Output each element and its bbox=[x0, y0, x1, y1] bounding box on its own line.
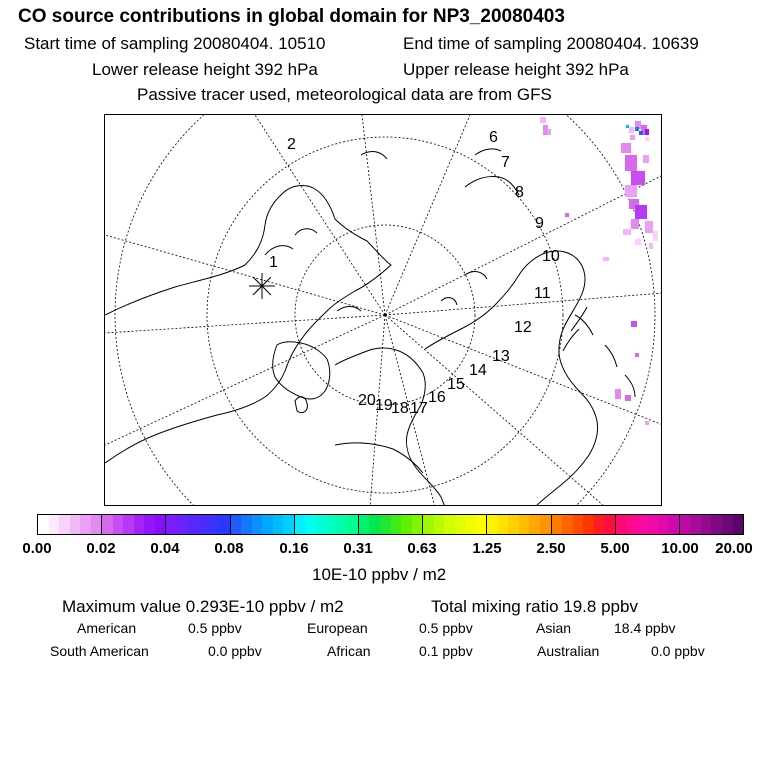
colorbar-swatch bbox=[701, 515, 712, 534]
colorbar-swatch bbox=[401, 515, 412, 534]
map-title: CO source contributions in global domain for NP3_20080403 bbox=[18, 6, 565, 27]
coastlines bbox=[105, 149, 635, 506]
colorbar-swatch bbox=[102, 515, 113, 534]
polar-map bbox=[104, 114, 662, 506]
colorbar-swatch bbox=[134, 515, 145, 534]
track-label: 15 bbox=[447, 376, 465, 393]
african-label: African bbox=[327, 643, 371, 659]
colorbar-swatch bbox=[552, 515, 563, 534]
colorbar-tick-label: 0.04 bbox=[150, 540, 180, 557]
colorbar-swatch bbox=[198, 515, 209, 534]
colorbar-swatch bbox=[326, 515, 337, 534]
colorbar bbox=[37, 514, 744, 535]
south-american-value: 0.0 ppbv bbox=[208, 643, 262, 659]
max-value-label: Maximum value 0.293E-10 ppbv / m2 bbox=[62, 597, 344, 616]
american-value: 0.5 ppbv bbox=[188, 620, 242, 636]
colorbar-swatch bbox=[337, 515, 348, 534]
colorbar-tick-label: 20.00 bbox=[715, 540, 753, 557]
colorbar-tick-label: 10.00 bbox=[661, 540, 699, 557]
south-american-label: South American bbox=[50, 643, 149, 659]
australian-value: 0.0 ppbv bbox=[651, 643, 705, 659]
upper-release-label: Upper release height 392 hPa bbox=[403, 60, 629, 79]
colorbar-swatch bbox=[59, 515, 70, 534]
tracer-note: Passive tracer used, meteorological data are from GFS bbox=[137, 85, 552, 104]
colorbar-swatch bbox=[604, 515, 616, 534]
colorbar-swatch bbox=[562, 515, 573, 534]
colorbar-swatch bbox=[273, 515, 284, 534]
colorbar-swatch bbox=[252, 515, 263, 534]
colorbar-swatch bbox=[733, 515, 744, 534]
colorbar-swatch bbox=[347, 515, 359, 534]
coastline-arctic-islands bbox=[265, 229, 487, 311]
colorbar-swatch bbox=[434, 515, 445, 534]
latitude-circle bbox=[115, 115, 655, 506]
colorbar-swatch bbox=[668, 515, 680, 534]
track-label: 6 bbox=[489, 129, 498, 146]
colorbar-swatch bbox=[540, 515, 552, 534]
european-value: 0.5 ppbv bbox=[419, 620, 473, 636]
african-value: 0.1 ppbv bbox=[419, 643, 473, 659]
colorbar-tick-label: 1.25 bbox=[472, 540, 502, 557]
latitude-circles bbox=[105, 115, 662, 506]
track-label: 14 bbox=[469, 362, 487, 379]
coastline-alaska bbox=[361, 149, 519, 195]
colorbar-swatch bbox=[594, 515, 605, 534]
colorbar-swatch bbox=[283, 515, 295, 534]
colorbar-swatch bbox=[391, 515, 402, 534]
track-label: 13 bbox=[492, 348, 510, 365]
colorbar-swatch bbox=[722, 515, 733, 534]
end-time-label: End time of sampling 20080404. 10639 bbox=[403, 34, 699, 53]
coastline-europe bbox=[335, 348, 445, 506]
track-label: 12 bbox=[514, 319, 532, 336]
colorbar-swatch bbox=[305, 515, 316, 534]
colorbar-tick-label: 5.00 bbox=[600, 540, 630, 557]
asian-label: Asian bbox=[536, 620, 572, 636]
track-label: 18 bbox=[391, 400, 409, 417]
colorbar-swatch bbox=[529, 515, 540, 534]
colorbar-swatch bbox=[38, 515, 49, 534]
colorbar-tick-label: 0.63 bbox=[407, 540, 437, 557]
colorbar-swatch bbox=[711, 515, 722, 534]
track-label: 7 bbox=[501, 154, 510, 171]
colorbar-swatch bbox=[680, 515, 691, 534]
colorbar-swatch bbox=[412, 515, 424, 534]
coastline-north-america bbox=[105, 186, 391, 463]
colorbar-swatch bbox=[498, 515, 509, 534]
colorbar-swatch bbox=[369, 515, 380, 534]
colorbar-swatch bbox=[49, 515, 60, 534]
colorbar-swatch bbox=[487, 515, 498, 534]
coastline-greenland bbox=[273, 342, 330, 399]
track-label: 17 bbox=[410, 400, 428, 417]
american-label: American bbox=[77, 620, 137, 636]
colorbar-swatch bbox=[80, 515, 91, 534]
colorbar-swatch bbox=[316, 515, 327, 534]
colorbar-swatch bbox=[573, 515, 584, 534]
colorbar-swatch bbox=[519, 515, 530, 534]
meridians bbox=[105, 115, 662, 506]
meridian-line bbox=[385, 115, 470, 315]
colorbar-swatch bbox=[241, 515, 252, 534]
colorbar-swatch bbox=[144, 515, 155, 534]
colorbar-swatch bbox=[262, 515, 273, 534]
colorbar-swatch bbox=[637, 515, 648, 534]
asian-value: 18.4 ppbv bbox=[614, 620, 676, 636]
colorbar-swatch bbox=[626, 515, 637, 534]
australian-label: Australian bbox=[537, 643, 600, 659]
track-label: 16 bbox=[428, 389, 446, 406]
colorbar-swatch bbox=[359, 515, 370, 534]
start-time-label: Start time of sampling 20080404. 10510 bbox=[24, 34, 326, 53]
coastline-japan bbox=[563, 307, 587, 351]
colorbar-swatch bbox=[423, 515, 434, 534]
european-label: European bbox=[307, 620, 368, 636]
colorbar-swatch bbox=[177, 515, 188, 534]
meridian-line bbox=[385, 293, 662, 315]
colorbar-swatch bbox=[444, 515, 455, 534]
colorbar-swatch bbox=[231, 515, 242, 534]
colorbar-swatch bbox=[455, 515, 466, 534]
total-mixing-label: Total mixing ratio 19.8 ppbv bbox=[431, 597, 638, 616]
colorbar-unit-label: 10E-10 ppbv / m2 bbox=[312, 565, 447, 584]
track-label: 9 bbox=[535, 215, 544, 232]
track-label: 20 bbox=[358, 392, 376, 409]
colorbar-swatch bbox=[91, 515, 103, 534]
colorbar-swatch bbox=[70, 515, 81, 534]
colorbar-swatch bbox=[113, 515, 124, 534]
colorbar-swatch bbox=[476, 515, 488, 534]
meridian-line bbox=[105, 235, 385, 315]
track-label: 11 bbox=[534, 285, 551, 302]
meridian-line bbox=[105, 315, 385, 333]
colorbar-swatch bbox=[166, 515, 177, 534]
track-label: 10 bbox=[542, 248, 560, 265]
colorbar-tick-label: 0.16 bbox=[279, 540, 309, 557]
colorbar-swatch bbox=[616, 515, 627, 534]
colorbar-tick-label: 0.08 bbox=[214, 540, 244, 557]
track-label: 1 bbox=[269, 254, 278, 271]
latitude-circle bbox=[105, 115, 662, 506]
coastline-british-isles bbox=[295, 397, 307, 413]
track-label: 8 bbox=[515, 184, 524, 201]
map-canvas bbox=[105, 115, 662, 506]
colorbar-tick-label: 2.50 bbox=[536, 540, 566, 557]
colorbar-swatch bbox=[690, 515, 701, 534]
colorbar-tick-label: 0.00 bbox=[22, 540, 52, 557]
colorbar-swatch bbox=[380, 515, 391, 534]
colorbar-swatch bbox=[465, 515, 476, 534]
colorbar-swatch bbox=[295, 515, 306, 534]
colorbar-swatch bbox=[219, 515, 231, 534]
coastline-east-asia bbox=[575, 315, 635, 397]
lower-release-label: Lower release height 392 hPa bbox=[92, 60, 318, 79]
track-label: 2 bbox=[287, 136, 296, 153]
colorbar-tick-label: 0.31 bbox=[343, 540, 373, 557]
colorbar-swatch bbox=[123, 515, 134, 534]
colorbar-swatch bbox=[508, 515, 519, 534]
colorbar-tick-label: 0.02 bbox=[86, 540, 116, 557]
colorbar-swatch bbox=[209, 515, 220, 534]
colorbar-swatch bbox=[583, 515, 594, 534]
colorbar-swatch bbox=[658, 515, 669, 534]
track-labels bbox=[269, 129, 560, 417]
colorbar-swatch bbox=[187, 515, 198, 534]
track-label: 19 bbox=[375, 397, 393, 414]
colorbar-swatch bbox=[155, 515, 167, 534]
colorbar-swatch bbox=[647, 515, 658, 534]
